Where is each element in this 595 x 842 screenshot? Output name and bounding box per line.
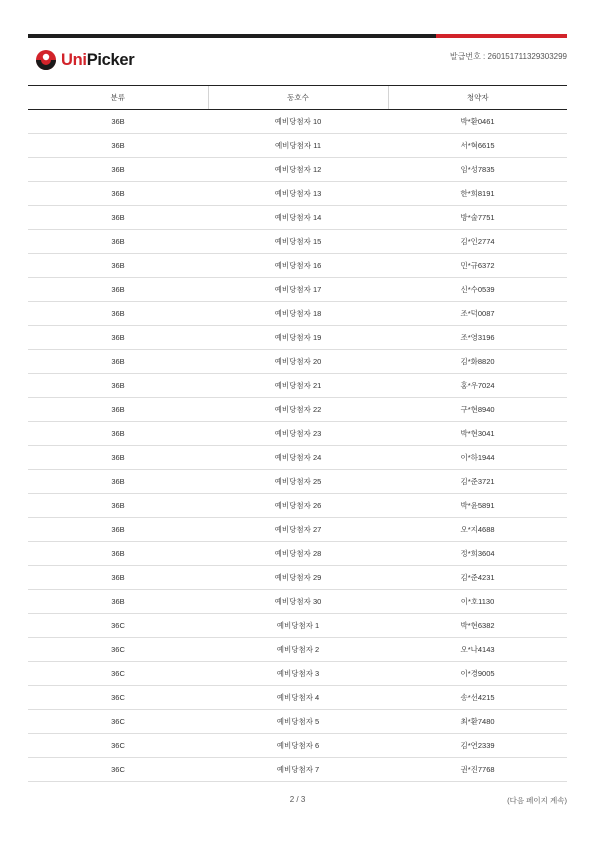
cell-unit: 예비당첨자 17 (208, 278, 388, 302)
cell-category: 36B (28, 350, 208, 374)
logo-uni: Uni (61, 50, 87, 69)
cell-applicant: 임*성7835 (388, 158, 567, 182)
table-row (28, 206, 567, 230)
cell-category: 36C (28, 686, 208, 710)
table-row (28, 422, 567, 446)
cell-applicant: 조*영3196 (388, 326, 567, 350)
cell-category: 36B (28, 590, 208, 614)
cell-applicant: 오*나4143 (388, 638, 567, 662)
cell-unit: 예비당첨자 5 (208, 710, 388, 734)
cell-category: 36B (28, 446, 208, 470)
table-row (28, 734, 567, 758)
table-row (28, 278, 567, 302)
cell-category: 36C (28, 710, 208, 734)
cell-applicant: 민*규6372 (388, 254, 567, 278)
table-row (28, 710, 567, 734)
column-header-unit: 동호수 (208, 86, 388, 110)
cell-applicant: 오*지4688 (388, 518, 567, 542)
cell-unit: 예비당첨자 22 (208, 398, 388, 422)
cell-applicant: 김*연2339 (388, 734, 567, 758)
page-number: 2 / 3 (289, 795, 306, 804)
cell-applicant: 박*환0461 (388, 110, 567, 134)
cell-unit: 예비당첨자 19 (208, 326, 388, 350)
cell-unit: 예비당첨자 7 (208, 758, 388, 782)
unipicker-logo-icon (35, 49, 57, 71)
cell-applicant: 박*현6382 (388, 614, 567, 638)
cell-category: 36B (28, 422, 208, 446)
top-bar-dark-segment (28, 34, 436, 38)
table-row (28, 182, 567, 206)
cell-unit: 예비당첨자 24 (208, 446, 388, 470)
cell-unit: 예비당첨자 28 (208, 542, 388, 566)
cell-applicant: 송*선4215 (388, 686, 567, 710)
cell-applicant: 이*경9005 (388, 662, 567, 686)
table-row (28, 614, 567, 638)
cell-unit: 예비당첨자 2 (208, 638, 388, 662)
cell-unit: 예비당첨자 12 (208, 158, 388, 182)
cell-unit: 예비당첨자 21 (208, 374, 388, 398)
cell-unit: 예비당첨자 13 (208, 182, 388, 206)
cell-category: 36B (28, 518, 208, 542)
table-row (28, 470, 567, 494)
cell-applicant: 구*현8940 (388, 398, 567, 422)
cell-applicant: 김*준3721 (388, 470, 567, 494)
cell-category: 36B (28, 374, 208, 398)
cell-unit: 예비당첨자 15 (208, 230, 388, 254)
cell-category: 36B (28, 542, 208, 566)
table-row (28, 302, 567, 326)
cell-category: 36B (28, 206, 208, 230)
cell-category: 36B (28, 134, 208, 158)
cell-unit: 예비당첨자 14 (208, 206, 388, 230)
cell-unit: 예비당첨자 10 (208, 110, 388, 134)
table-row (28, 254, 567, 278)
cell-unit: 예비당첨자 18 (208, 302, 388, 326)
cell-unit: 예비당첨자 16 (208, 254, 388, 278)
cell-category: 36C (28, 758, 208, 782)
cell-unit: 예비당첨자 11 (208, 134, 388, 158)
cell-category: 36B (28, 494, 208, 518)
table-row (28, 230, 567, 254)
cell-unit: 예비당첨자 1 (208, 614, 388, 638)
winners-table (28, 85, 567, 782)
table-row (28, 374, 567, 398)
cell-applicant: 신*수0539 (388, 278, 567, 302)
table-header-row (28, 86, 567, 110)
cell-applicant: 이*호1130 (388, 590, 567, 614)
cell-category: 36B (28, 326, 208, 350)
cell-category: 36C (28, 734, 208, 758)
cell-category: 36B (28, 398, 208, 422)
issue-number: 발급번호 : 260151711329303299 (449, 52, 567, 61)
cell-applicant: 홍*우7024 (388, 374, 567, 398)
column-header-applicant: 청약자 (388, 86, 567, 110)
cell-category: 36C (28, 662, 208, 686)
cell-category: 36B (28, 230, 208, 254)
cell-applicant: 방*술7751 (388, 206, 567, 230)
cell-unit: 예비당첨자 6 (208, 734, 388, 758)
cell-category: 36B (28, 470, 208, 494)
cell-category: 36C (28, 614, 208, 638)
cell-unit: 예비당첨자 23 (208, 422, 388, 446)
cell-applicant: 박*현3041 (388, 422, 567, 446)
table-row (28, 686, 567, 710)
cell-applicant: 권*진7768 (388, 758, 567, 782)
table-row (28, 758, 567, 782)
cell-unit: 예비당첨자 26 (208, 494, 388, 518)
cell-applicant: 이*하1944 (388, 446, 567, 470)
table-row (28, 494, 567, 518)
table-row (28, 134, 567, 158)
cell-applicant: 정*희3604 (388, 542, 567, 566)
logo-picker: Picker (86, 50, 135, 69)
cell-applicant: 김*화8820 (388, 350, 567, 374)
continued-note: (다음 페이지 계속) (507, 796, 567, 805)
column-header-category: 분류 (28, 86, 208, 110)
cell-applicant: 김*준4231 (388, 566, 567, 590)
cell-unit: 예비당첨자 30 (208, 590, 388, 614)
cell-category: 36B (28, 110, 208, 134)
cell-applicant: 조*덕0087 (388, 302, 567, 326)
table-row (28, 566, 567, 590)
table-row (28, 662, 567, 686)
logo-wordmark (61, 51, 134, 70)
cell-category: 36B (28, 278, 208, 302)
table-row (28, 398, 567, 422)
cell-applicant: 서*혁6615 (388, 134, 567, 158)
cell-unit: 예비당첨자 29 (208, 566, 388, 590)
cell-category: 36B (28, 566, 208, 590)
cell-category: 36B (28, 182, 208, 206)
cell-unit: 예비당첨자 4 (208, 686, 388, 710)
cell-unit: 예비당첨자 20 (208, 350, 388, 374)
cell-category: 36B (28, 302, 208, 326)
cell-unit: 예비당첨자 27 (208, 518, 388, 542)
cell-applicant: 김*인2774 (388, 230, 567, 254)
cell-category: 36B (28, 254, 208, 278)
table-row (28, 326, 567, 350)
table-row (28, 446, 567, 470)
table-body (28, 110, 567, 782)
table-row (28, 542, 567, 566)
cell-applicant: 박*윤5891 (388, 494, 567, 518)
cell-applicant: 최*환7480 (388, 710, 567, 734)
cell-applicant: 한*희8191 (388, 182, 567, 206)
table-row (28, 158, 567, 182)
cell-category: 36B (28, 158, 208, 182)
cell-unit: 예비당첨자 3 (208, 662, 388, 686)
table-row (28, 350, 567, 374)
table-row (28, 110, 567, 134)
unipicker-logo (35, 48, 134, 72)
top-bar-red-segment (436, 34, 567, 38)
table-row (28, 518, 567, 542)
top-accent-bar (28, 34, 567, 38)
cell-category: 36C (28, 638, 208, 662)
cell-unit: 예비당첨자 25 (208, 470, 388, 494)
table-row (28, 590, 567, 614)
table-row (28, 638, 567, 662)
